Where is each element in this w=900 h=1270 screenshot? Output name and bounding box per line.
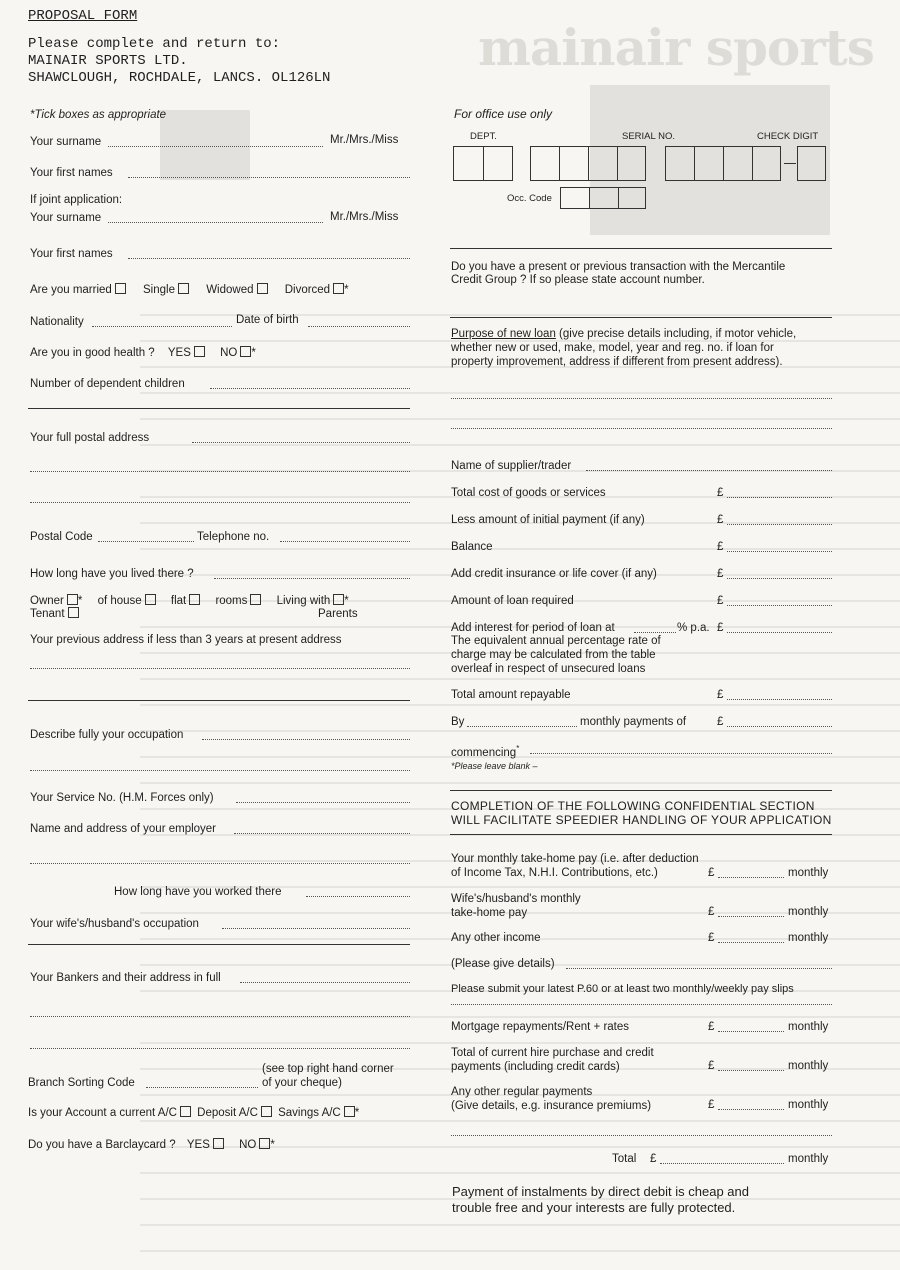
rooms-label: rooms — [215, 595, 248, 607]
asterisk: * — [354, 1107, 360, 1119]
married-row — [30, 283, 349, 297]
employer-label: Name and address of your employer — [30, 823, 217, 835]
monthly-label: monthly — [788, 1153, 829, 1165]
how-long-label: How long have you lived there ? — [30, 568, 194, 580]
watermark-brand: mainair sports — [478, 18, 874, 77]
surname-2-field[interactable] — [108, 222, 323, 223]
spouse-occupation-field[interactable] — [222, 928, 410, 929]
pound-sign: £ — [708, 932, 715, 944]
office-heading: For office use only — [454, 107, 553, 121]
monthly-payment-field[interactable] — [727, 726, 832, 727]
surname-field[interactable] — [108, 146, 323, 147]
check-digit-box[interactable] — [797, 146, 826, 181]
employer-field-2[interactable] — [30, 863, 410, 864]
mercantile-question-2: Credit Group ? If so please state account number. — [451, 274, 705, 286]
single-checkbox[interactable] — [178, 283, 189, 294]
account-row — [28, 1106, 359, 1120]
barclaycard-row — [28, 1138, 275, 1152]
pound-sign: £ — [717, 595, 724, 607]
interest-label: Add interest for period of loan at — [451, 622, 615, 634]
savings-checkbox[interactable] — [344, 1106, 355, 1117]
living-with-checkbox[interactable] — [333, 594, 344, 605]
monthly-label: monthly — [788, 867, 829, 879]
spouse-pay-field[interactable] — [718, 916, 784, 917]
previous-address-label: Your previous address if less than 3 years at present address — [30, 634, 342, 646]
service-no-field[interactable] — [236, 802, 410, 803]
dependents-label: Number of dependent children — [30, 378, 185, 390]
nationality-label: Nationality — [30, 316, 84, 328]
owner-label: Owner — [30, 595, 64, 607]
joint-application-label: If joint application: — [30, 194, 123, 206]
employer-field-1[interactable] — [234, 833, 410, 834]
other-payments-label-2: (Give details, e.g. insurance premiums) — [451, 1100, 652, 1112]
flat-label: flat — [170, 595, 187, 607]
pound-sign: £ — [708, 1099, 715, 1111]
apr-note-1: The equivalent annual percentage rate of — [451, 635, 661, 647]
first-names-label: Your first names — [30, 167, 113, 179]
supplier-label: Name of supplier/trader — [451, 460, 572, 472]
pound-sign: £ — [708, 867, 715, 879]
apr-note-2: charge may be calculated from the table — [451, 649, 656, 661]
dept-label: DEPT. — [470, 131, 497, 142]
total-repayable-label: Total amount repayable — [451, 689, 571, 701]
monthly-label: monthly — [788, 1099, 829, 1111]
bankers-field-1[interactable] — [240, 982, 410, 983]
monthly-label: monthly — [788, 1060, 829, 1072]
telephone-field[interactable] — [280, 541, 410, 542]
interest-field[interactable] — [727, 632, 832, 633]
deposit-checkbox[interactable] — [261, 1106, 272, 1117]
postal-address-field-1[interactable] — [192, 442, 410, 443]
pound-sign: £ — [708, 1021, 715, 1033]
other-income-label: Any other income — [451, 932, 541, 944]
divider — [28, 700, 410, 701]
takehome-label-2: of Income Tax, N.H.I. Contributions, etc.) — [451, 867, 658, 879]
commencing-field[interactable] — [530, 753, 832, 754]
purpose-heading: Purpose of new loan — [451, 328, 556, 340]
postal-address-field-2[interactable] — [30, 471, 410, 472]
direct-debit-note-1: Payment of instalments by direct debit is cheap and — [452, 1184, 749, 1199]
spouse-occupation-label: Your wife's/husband's occupation — [30, 918, 199, 930]
initial-payment-label: Less amount of initial payment (if any) — [451, 514, 645, 526]
by-count-field[interactable] — [467, 726, 577, 727]
pound-sign: £ — [717, 487, 724, 499]
owner-row — [30, 594, 349, 608]
barclaycard-no-label: NO — [239, 1139, 257, 1151]
house-checkbox[interactable] — [145, 594, 156, 605]
postal-address-field-3[interactable] — [30, 502, 410, 503]
purpose-field-1[interactable] — [451, 398, 832, 399]
blank-note: *Please leave blank – — [451, 761, 538, 771]
give-details-field[interactable] — [566, 968, 832, 969]
mortgage-label: Mortgage repayments/Rent + rates — [451, 1021, 630, 1033]
title-options-2: Mr./Mrs./Miss — [330, 211, 399, 223]
worked-there-label: How long have you worked there — [114, 886, 282, 898]
first-names-2-label: Your first names — [30, 248, 113, 260]
insurance-field[interactable] — [727, 578, 832, 579]
dob-field[interactable] — [308, 326, 410, 327]
tenant-label: Tenant — [30, 608, 65, 620]
payslips-note: Please submit your latest P.60 or at least two monthly/weekly pay slips — [451, 983, 794, 995]
purpose-field-2[interactable] — [451, 428, 832, 429]
pound-sign: £ — [717, 568, 724, 580]
flat-checkbox[interactable] — [189, 594, 200, 605]
mercantile-question-1: Do you have a present or previous transaction with the Mercantile — [451, 261, 786, 273]
occupation-field-1[interactable] — [202, 739, 410, 740]
mortgage-field[interactable] — [718, 1031, 784, 1032]
serial-box-b[interactable] — [665, 146, 781, 181]
sorting-code-label: Branch Sorting Code — [28, 1077, 135, 1089]
telephone-label: Telephone no. — [197, 531, 270, 543]
by-label: By — [451, 716, 465, 728]
purpose-line-1 — [451, 327, 796, 341]
barclaycard-yes-checkbox[interactable] — [213, 1138, 224, 1149]
purpose-detail: (give precise details including, if motor vehicle, — [555, 328, 797, 340]
current-checkbox[interactable] — [180, 1106, 191, 1117]
savings-label: Savings A/C — [278, 1107, 341, 1119]
other-income-field[interactable] — [718, 942, 784, 943]
balance-label: Balance — [451, 541, 493, 553]
health-no-checkbox[interactable] — [240, 346, 251, 357]
title-options: Mr./Mrs./Miss — [330, 134, 399, 146]
occ-code-label: Occ. Code — [507, 193, 552, 204]
how-long-field[interactable] — [214, 578, 410, 579]
first-names-field[interactable] — [128, 177, 410, 178]
other-payments-label-1: Any other regular payments — [451, 1086, 593, 1098]
divorced-checkbox[interactable] — [333, 283, 344, 294]
pound-sign: £ — [717, 716, 724, 728]
parents-label: Parents — [318, 608, 358, 620]
owner-checkbox[interactable] — [67, 594, 78, 605]
total-cost-label: Total cost of goods or services — [451, 487, 606, 499]
single-label: Single — [143, 284, 175, 296]
first-names-2-field[interactable] — [128, 258, 410, 259]
occupation-label: Describe fully your occupation — [30, 729, 184, 741]
total-cost-field[interactable] — [727, 497, 832, 498]
hire-purchase-label-2: payments (including credit cards) — [451, 1061, 620, 1073]
asterisk: * — [344, 595, 349, 607]
pound-sign: £ — [650, 1153, 657, 1165]
serial-label: SERIAL NO. — [622, 131, 675, 142]
total-label: Total — [612, 1153, 637, 1165]
check-dash — [784, 163, 796, 164]
divider — [450, 248, 832, 249]
dept-box[interactable] — [453, 146, 513, 181]
tenant-checkbox[interactable] — [68, 607, 79, 618]
health-row — [30, 346, 256, 360]
pct-pa-label: % p.a. — [677, 622, 710, 634]
monthly-label: monthly — [788, 1021, 829, 1033]
asterisk: * — [270, 1139, 275, 1151]
pound-sign: £ — [717, 514, 724, 526]
widowed-checkbox[interactable] — [257, 283, 268, 294]
health-label: Are you in good health ? — [30, 347, 155, 359]
asterisk: * — [77, 595, 83, 607]
pound-sign: £ — [717, 622, 724, 634]
pound-sign: £ — [717, 689, 724, 701]
service-no-label: Your Service No. (H.M. Forces only) — [30, 792, 214, 804]
asterisk: * — [344, 284, 349, 296]
confidential-heading-1: COMPLETION OF THE FOLLOWING CONFIDENTIAL SECTION — [451, 799, 815, 813]
widowed-label: Widowed — [206, 284, 254, 296]
loan-required-label: Amount of loan required — [451, 595, 574, 607]
worked-there-field[interactable] — [306, 896, 410, 897]
occupation-field-2[interactable] — [30, 770, 410, 771]
watermark-text-block — [140, 300, 900, 1270]
purpose-line-3: property improvement, address if different from present address). — [451, 356, 783, 368]
serial-box-a[interactable] — [530, 146, 646, 181]
monthly-payments-label: monthly payments of — [580, 716, 687, 728]
health-yes-checkbox[interactable] — [194, 346, 205, 357]
sorting-code-field[interactable] — [146, 1087, 258, 1088]
divider — [450, 790, 832, 791]
return-instruction: Please complete and return to: — [28, 36, 281, 52]
bankers-label: Your Bankers and their address in full — [30, 972, 221, 984]
rooms-checkbox[interactable] — [250, 594, 261, 605]
barclaycard-no-checkbox[interactable] — [259, 1138, 270, 1149]
hire-purchase-label-1: Total of current hire purchase and credit — [451, 1047, 654, 1059]
other-payments-field[interactable] — [718, 1109, 784, 1110]
total-field[interactable] — [660, 1163, 784, 1164]
account-question: Is your Account a — [28, 1107, 117, 1119]
of-house-label: of house — [97, 595, 142, 607]
bankers-field-2[interactable] — [30, 1016, 410, 1017]
barclaycard-label: Do you have a Barclaycard ? — [28, 1139, 176, 1151]
postal-code-label: Postal Code — [30, 531, 93, 543]
company-address: SHAWCLOUGH, ROCHDALE, LANCS. OL126LN — [28, 70, 331, 86]
form-title: PROPOSAL FORM — [28, 8, 138, 24]
spouse-pay-label-2: take-home pay — [451, 907, 528, 919]
purpose-line-2: whether new or used, make, model, year and reg. no. if loan for — [451, 342, 774, 354]
interest-rate-field[interactable] — [634, 632, 676, 633]
divider — [28, 408, 410, 409]
divorced-label: Divorced — [284, 284, 331, 296]
married-checkbox[interactable] — [115, 283, 126, 294]
supplier-field[interactable] — [586, 470, 832, 471]
spouse-pay-label-1: Wife's/husband's monthly — [451, 893, 581, 905]
insurance-label: Add credit insurance or life cover (if any) — [451, 568, 657, 580]
nationality-field[interactable] — [92, 326, 232, 327]
commencing-label: commencing* — [451, 744, 520, 759]
check-digit-label: CHECK DIGIT — [757, 131, 819, 142]
monthly-label: monthly — [788, 906, 829, 918]
postal-address-label: Your full postal address — [30, 432, 150, 444]
sort-note-2: of your cheque) — [262, 1077, 342, 1089]
living-with-label: Living with — [276, 595, 331, 607]
divider — [450, 317, 832, 318]
payslips-field[interactable] — [451, 1004, 832, 1005]
dob-label: Date of birth — [236, 314, 299, 326]
health-yes-label: YES — [167, 347, 191, 359]
balance-field[interactable] — [727, 551, 832, 552]
health-no-label: NO — [220, 347, 238, 359]
initial-payment-field[interactable] — [727, 524, 832, 525]
confidential-heading-2: WILL FACILITATE SPEEDIER HANDLING OF YOUR APPLICATION — [451, 813, 832, 827]
married-label: Are you married — [30, 284, 112, 296]
other-payments-details-field[interactable] — [451, 1135, 832, 1136]
takehome-field[interactable] — [718, 877, 784, 878]
current-label: current A/C — [119, 1107, 177, 1119]
company-name: MAINAIR SPORTS LTD. — [28, 53, 188, 69]
direct-debit-note-2: trouble free and your interests are fully protected. — [452, 1200, 736, 1215]
tenant-row — [30, 607, 79, 621]
surname-2-label: Your surname — [30, 212, 102, 224]
sort-note-1: (see top right hand corner — [262, 1063, 394, 1075]
occ-code-box[interactable] — [560, 187, 646, 209]
monthly-label: monthly — [788, 932, 829, 944]
apr-note-3: overleaf in respect of unsecured loans — [451, 663, 646, 675]
give-details-label: (Please give details) — [451, 958, 555, 970]
bankers-field-3[interactable] — [30, 1048, 410, 1049]
pound-sign: £ — [708, 1060, 715, 1072]
loan-required-field[interactable] — [727, 605, 832, 606]
pound-sign: £ — [717, 541, 724, 553]
hire-purchase-field[interactable] — [718, 1070, 784, 1071]
divider — [28, 944, 410, 945]
tick-note: *Tick boxes as appropriate — [30, 109, 167, 121]
dependents-field[interactable] — [210, 388, 410, 389]
deposit-label: Deposit A/C — [197, 1107, 258, 1119]
previous-address-field-1[interactable] — [30, 668, 410, 669]
divider — [450, 834, 832, 835]
pound-sign: £ — [708, 906, 715, 918]
asterisk: * — [251, 347, 256, 359]
barclaycard-yes-label: YES — [186, 1139, 210, 1151]
takehome-label-1: Your monthly take-home pay (i.e. after deduction — [451, 853, 699, 865]
surname-label: Your surname — [30, 136, 102, 148]
postal-code-field[interactable] — [98, 541, 194, 542]
total-repayable-field[interactable] — [727, 699, 832, 700]
